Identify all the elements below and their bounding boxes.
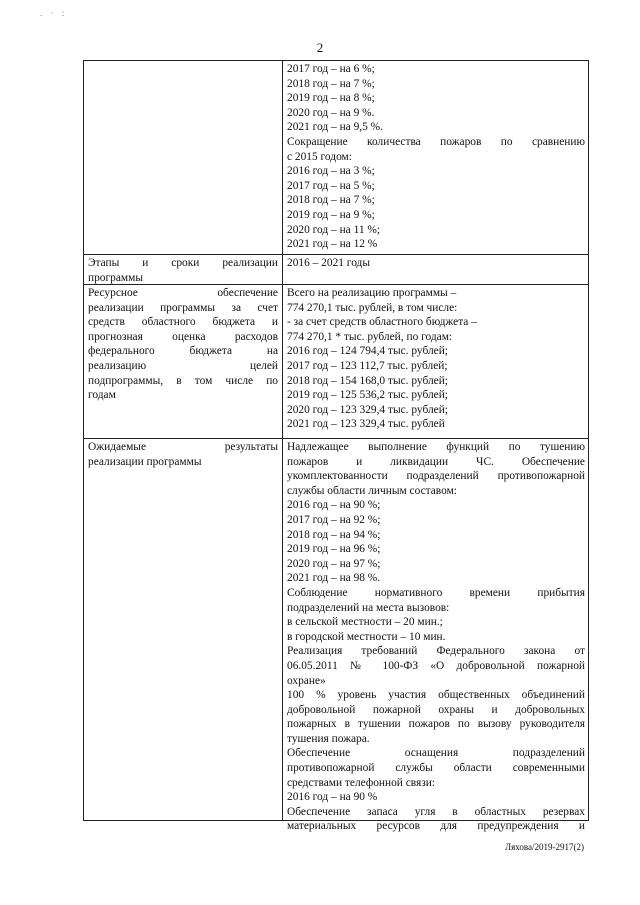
scan-speck: . · : <box>40 8 68 18</box>
text-line: тушения пожара. <box>287 732 370 745</box>
text-line: 2018 год – на 7 %; <box>287 194 375 207</box>
text-line: реализации программы за счет <box>88 301 278 314</box>
text-line: 2018 год – на 7 %; <box>287 77 375 90</box>
text-line: федерального бюджета на <box>88 345 278 358</box>
row-right-cell <box>287 286 585 432</box>
text-line: 774 270,1 тыс. рублей, в том числе: <box>287 301 458 314</box>
text-line: 2020 год – на 11 %; <box>287 223 381 236</box>
text-line: средств областного бюджета и <box>88 316 278 329</box>
text-line: укомплектованности подразделений противопожарной <box>287 470 585 483</box>
column-divider <box>282 285 283 438</box>
page-number: 2 <box>316 40 324 55</box>
text-line: Ожидаемые результаты <box>88 441 278 453</box>
text-line: 2016 год – на 90 %; <box>287 499 381 512</box>
text-line: реализации программы <box>88 455 202 468</box>
text-line: 2021 год – на 12 % <box>287 238 378 251</box>
column-divider <box>282 61 283 254</box>
text-line: прогнозная оценка расходов <box>88 330 278 343</box>
text-line: 774 270,1 * тыс. рублей, по годам: <box>287 330 453 343</box>
text-line: пожаров и ликвидации ЧС. Обеспечение <box>287 455 585 468</box>
text-line: 2016 год – 124 794,4 тыс. рублей; <box>287 345 448 358</box>
text-line: годам <box>88 389 116 402</box>
text-line: 2017 год – на 6 %; <box>287 63 375 75</box>
column-divider <box>282 255 283 284</box>
text-line: охране» <box>287 674 326 687</box>
text-line: 2019 год – 125 536,2 тыс. рублей; <box>287 389 448 402</box>
text-line: в городской местности – 10 мин. <box>287 630 446 643</box>
row-left-cell <box>88 440 278 469</box>
text-line: средствами телефонной связи: <box>287 776 436 789</box>
text-line: с 2015 годом: <box>287 150 352 163</box>
text-line: - за счет средств областного бюджета – <box>287 316 477 329</box>
text-line: 2020 год – 123 329,4 тыс. рублей; <box>287 403 448 416</box>
text-line: 2019 год – на 8 %; <box>287 92 375 105</box>
text-line: Ресурсное обеспечение <box>88 287 278 299</box>
text-line: 2018 год – на 94 %; <box>287 528 381 541</box>
program-passport-table <box>83 60 589 833</box>
text-line: добровольной пожарной охраны и добровольных <box>287 703 585 716</box>
row-left-cell <box>88 286 278 403</box>
table-row-stages <box>84 254 588 284</box>
text-line: противопожарной службы области современными <box>287 762 585 775</box>
text-line: 2017 год – 123 112,7 тыс. рублей; <box>287 359 448 372</box>
text-line: 2021 год – на 9,5 %. <box>287 121 383 134</box>
text-line: пожарных в тушении пожаров по вызову руководителя <box>287 718 585 731</box>
text-line: материальных ресурсов для предупреждения и <box>287 820 585 833</box>
text-line: в сельской местности – 20 мин.; <box>287 616 443 629</box>
text-line: 2021 год – 123 329,4 тыс. рублей <box>287 418 445 431</box>
text-line: 100 % уровень участия общественных объединений <box>287 689 585 702</box>
text-line: 2019 год – на 9 %; <box>287 208 375 221</box>
column-divider <box>282 439 283 820</box>
table-row-results <box>84 438 588 833</box>
table-row-targets <box>84 61 588 254</box>
table-row-resources <box>84 284 588 438</box>
text-line: Этапы и сроки реализации <box>88 257 278 269</box>
text-line: 2019 год – на 96 %; <box>287 543 381 556</box>
text-line: 2020 год – на 9 %. <box>287 106 375 119</box>
row-left-cell <box>88 256 278 285</box>
text-line: подразделений на места вызовов: <box>287 601 450 614</box>
text-line: Всего на реализацию программы – <box>287 287 457 299</box>
text-line: Обеспечение оснащения подразделений <box>287 747 585 760</box>
text-line: 2017 год – на 5 %; <box>287 179 375 192</box>
text-line: подпрограммы, в том числе по <box>88 374 278 387</box>
text-line: Обеспечение запаса угля в областных резервах <box>287 805 585 818</box>
text-line: 2018 год – 154 168,0 тыс. рублей; <box>287 374 448 387</box>
text-line: 2020 год – на 97 %; <box>287 557 381 570</box>
text-line: 2021 год – на 98 %. <box>287 572 381 585</box>
text-line: 06.05.2011 № 100-ФЗ «О добровольной пожарной <box>287 659 585 672</box>
row-right-cell <box>287 62 585 252</box>
row-right-cell <box>287 440 585 834</box>
text-line: 2016 год – на 90 % <box>287 791 378 804</box>
text-line: Надлежащее выполнение функций по тушению <box>287 441 585 453</box>
text-line: Сокращение количества пожаров по сравнению <box>287 135 585 148</box>
text-line: 2017 год – на 92 %; <box>287 513 381 526</box>
text-line: программы <box>88 271 143 284</box>
text-line: службы области личным составом: <box>287 484 457 497</box>
text-line: Реализация требований Федерального закона от <box>287 645 585 658</box>
row-right-cell <box>287 256 585 271</box>
text-line: реализацию целей <box>88 359 278 372</box>
text-line: Соблюдение нормативного времени прибытия <box>287 586 585 599</box>
text-line: 2016 – 2021 годы <box>287 257 371 269</box>
text-line: 2016 год – на 3 %; <box>287 165 375 178</box>
document-code: Ляхова/2019-2917(2) <box>505 842 585 852</box>
